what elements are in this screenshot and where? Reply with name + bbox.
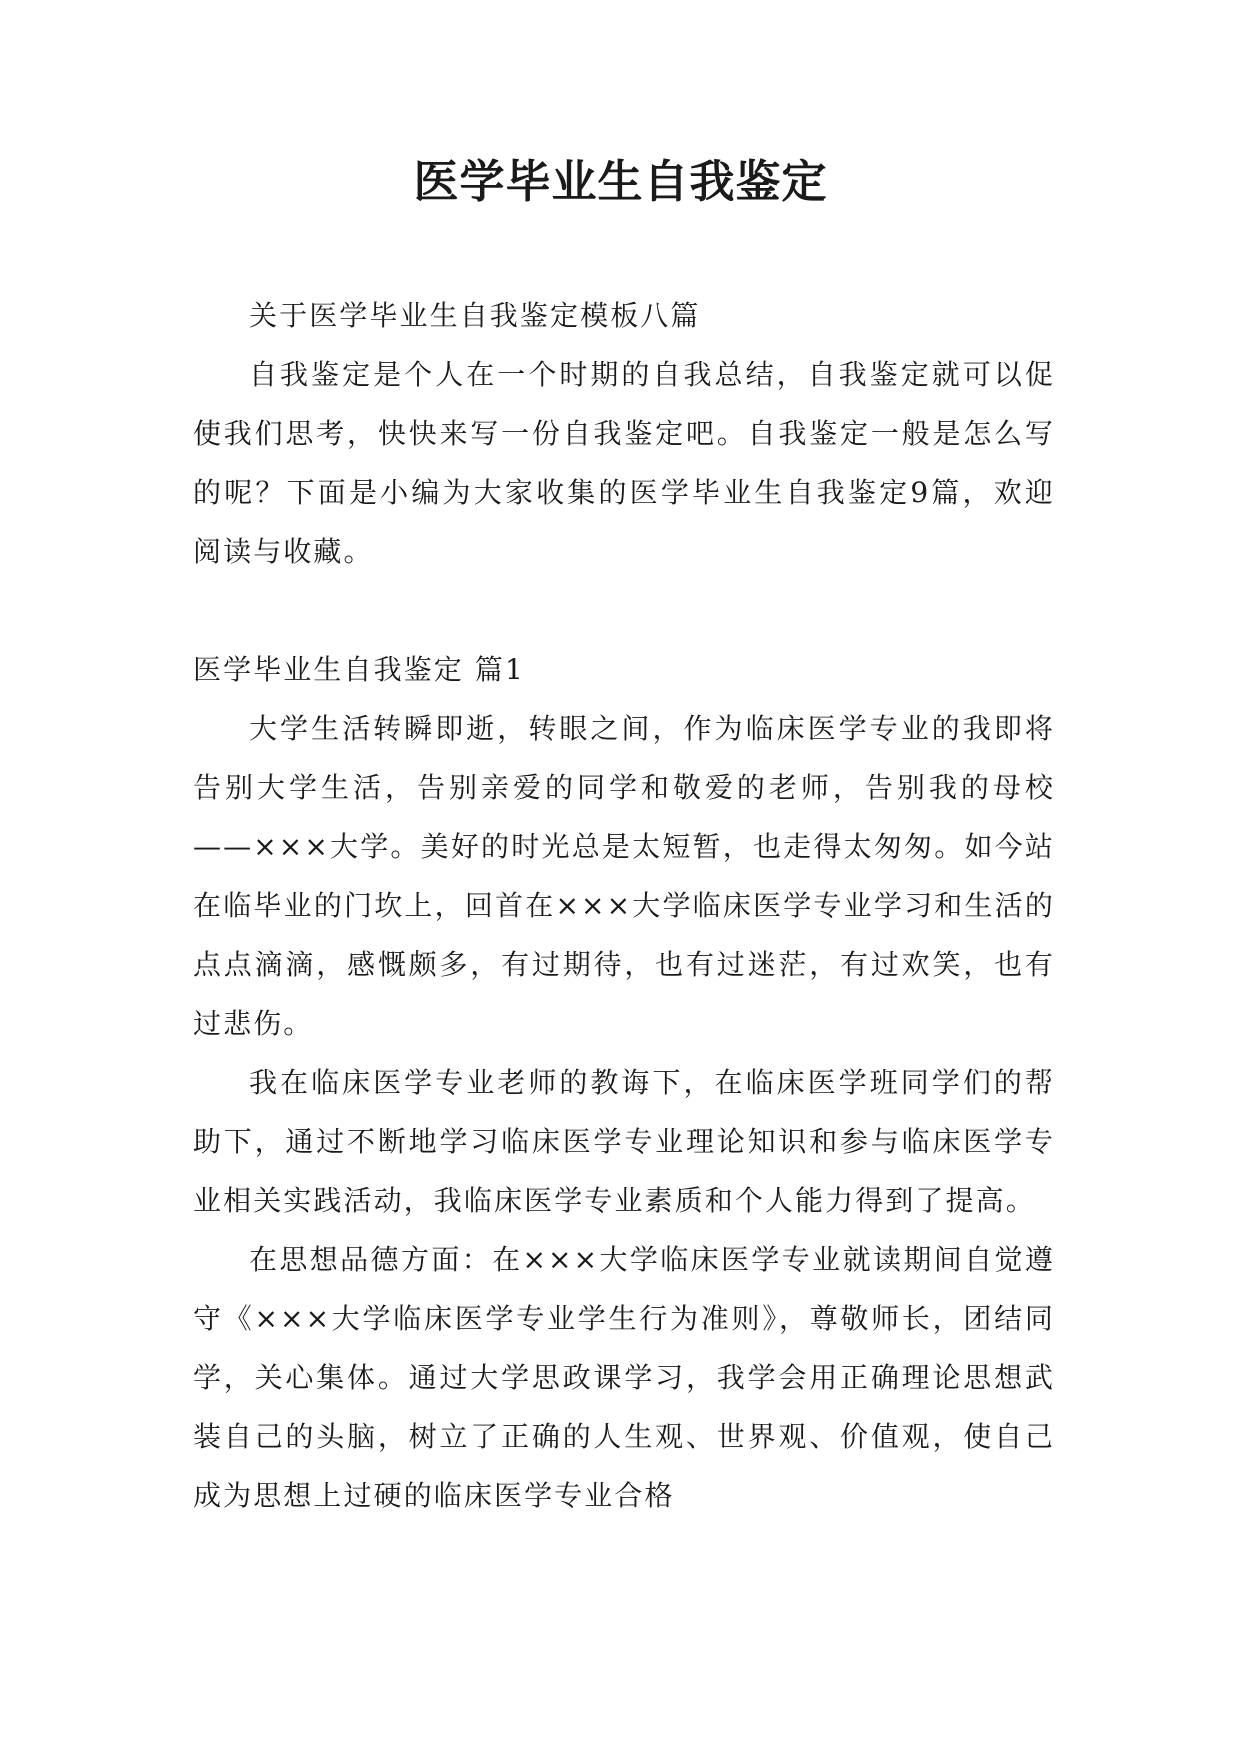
document-subtitle: 关于医学毕业生自我鉴定模板八篇 xyxy=(249,299,701,332)
section-paragraph: 大学生活转瞬即逝，转眼之间，作为临床医学专业的我即将告别大学生活，告别亲爱的同学和敬爱的老师，告别我的母校——×××大学。美好的时光总是太短暂，也走得太匆匆。如今站在临毕业的门坎上，回首在×××大学临床医学专业学习和生活的点点滴滴，感慨颇多，有过期待，也有过迷茫，有过欢笑，也有过悲伤。 xyxy=(193,712,1055,1040)
section-heading: 医学毕业生自我鉴定 篇1 xyxy=(193,653,525,686)
section-paragraph: 我在临床医学专业老师的教诲下，在临床医学班同学们的帮助下，通过不断地学习临床医学专业理论知识和参与临床医学专业相关实践活动，我临床医学专业素质和个人能力得到了提高。 xyxy=(193,1066,1055,1217)
section-paragraph: 在思想品德方面：在×××大学临床医学专业就读期间自觉遵守《×××大学临床医学专业学生行为准则》，尊敬师长，团结同学，关心集体。通过大学思政课学习，我学会用正确理论思想武装自己的头脑，树立了正确的人生观、世界观、价值观，使自己成为思想上过硬的临床医学专业合格 xyxy=(193,1243,1055,1512)
document-body xyxy=(193,286,1055,1525)
document-title: 医学毕业生自我鉴定 xyxy=(413,155,828,208)
intro-paragraph: 自我鉴定是个人在一个时期的自我总结，自我鉴定就可以促使我们思考，快快来写一份自我鉴定吧。自我鉴定一般是怎么写的呢？下面是小编为大家收集的医学毕业生自我鉴定9篇，欢迎阅读与收藏。 xyxy=(193,358,1055,568)
